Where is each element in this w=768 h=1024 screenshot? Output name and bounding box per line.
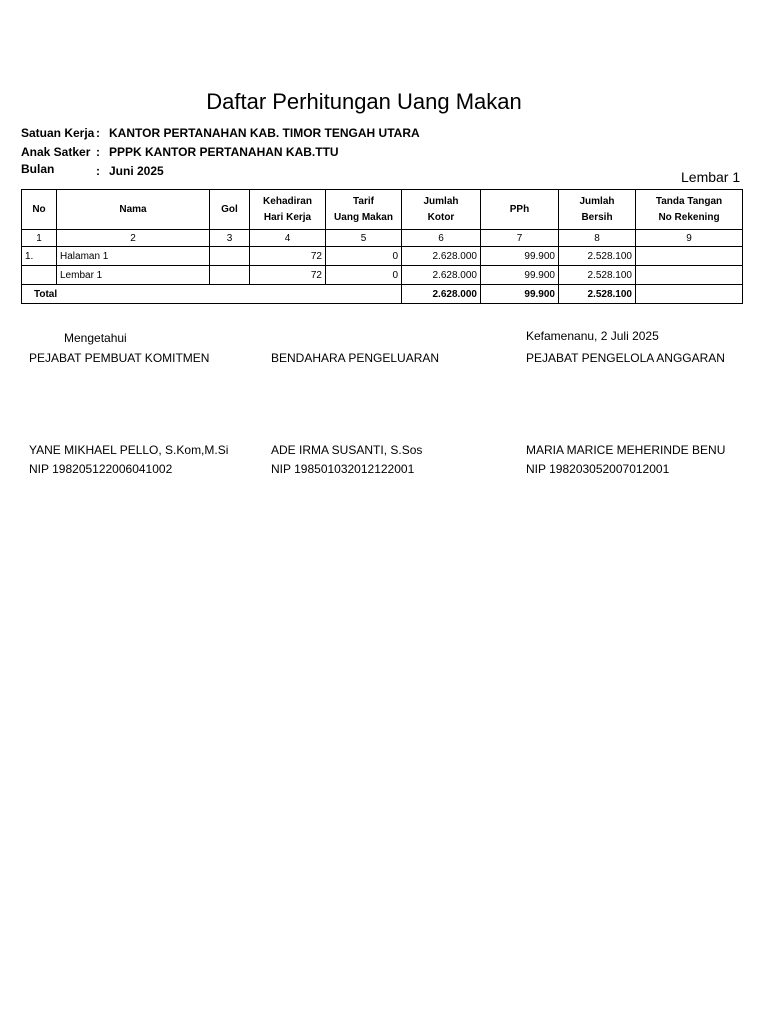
- sheet-label: Lembar 1: [681, 169, 741, 185]
- bulan-label: Bulan: [21, 162, 55, 176]
- signer-middle-name: ADE IRMA SUSANTI, S.Sos: [271, 443, 423, 457]
- uang-makan-table: [21, 189, 743, 304]
- col-header-tarif-line2: Uang Makan: [334, 211, 393, 223]
- signer-right-nip: NIP 198203052007012001: [526, 462, 670, 476]
- anak-satker-value: PPPK KANTOR PERTANAHAN KAB.TTU: [109, 145, 339, 159]
- col-header-tarif-line1: Tarif: [353, 195, 374, 207]
- col-header-tanda-tangan: [636, 190, 743, 230]
- col-header-no: No: [22, 190, 57, 230]
- column-number: 9: [636, 230, 743, 247]
- cell-jumlah-kotor: 2.628.000: [402, 247, 481, 266]
- col-header-jumlah-bersih: [559, 190, 636, 230]
- signer-middle-role: BENDAHARA PENGELUARAN: [271, 351, 440, 365]
- cell-kehadiran: 72: [250, 266, 326, 285]
- mengetahui-label: Mengetahui: [64, 331, 127, 345]
- bulan-value: Juni 2025: [109, 164, 164, 178]
- page-title: Daftar Perhitungan Uang Makan: [206, 89, 522, 114]
- cell-pph: 99.900: [481, 247, 559, 266]
- total-pph: 99.900: [481, 285, 559, 304]
- cell-no: 1.: [22, 247, 57, 266]
- cell-nama: Halaman 1: [57, 247, 210, 266]
- col-header-kehadiran: [250, 190, 326, 230]
- signer-right-role: PEJABAT PENGELOLA ANGGARAN: [526, 351, 725, 365]
- col-header-jumlah-kotor: [402, 190, 481, 230]
- table-row: [22, 266, 743, 285]
- cell-jumlah-bersih: 2.528.100: [559, 247, 636, 266]
- cell-pph: 99.900: [481, 266, 559, 285]
- col-header-kehadiran-line1: Kehadiran: [263, 195, 312, 207]
- anak-satker-colon: :: [96, 145, 100, 159]
- cell-gol: [210, 247, 250, 266]
- cell-jumlah-bersih: 2.528.100: [559, 266, 636, 285]
- total-jumlah-kotor: 2.628.000: [402, 285, 481, 304]
- col-header-kehadiran-line2: Hari Kerja: [263, 211, 312, 223]
- column-number: 4: [250, 230, 326, 247]
- col-header-jumlah-bersih-line1: Jumlah: [579, 195, 615, 207]
- col-header-jumlah-kotor-line1: Jumlah: [423, 195, 459, 207]
- cell-tanda-tangan: [636, 266, 743, 285]
- signer-left-nip: NIP 198205122006041002: [29, 462, 173, 476]
- col-header-tanda-tangan-line1: Tanda Tangan: [655, 195, 723, 207]
- anak-satker-label: Anak Satker: [21, 145, 91, 159]
- place-date: Kefamenanu, 2 Juli 2025: [526, 329, 659, 343]
- col-header-tanda-tangan-line2: No Rekening: [658, 211, 720, 223]
- total-row: [22, 285, 743, 304]
- column-number: 2: [57, 230, 210, 247]
- total-jumlah-bersih: 2.528.100: [559, 285, 636, 304]
- column-number: 7: [481, 230, 559, 247]
- cell-no: [22, 266, 57, 285]
- satuan-kerja-label: Satuan Kerja: [21, 126, 95, 140]
- cell-tanda-tangan: [636, 247, 743, 266]
- satuan-kerja-value: KANTOR PERTANAHAN KAB. TIMOR TENGAH UTARA: [109, 126, 420, 140]
- column-number: 1: [22, 230, 57, 247]
- column-number: 6: [402, 230, 481, 247]
- col-header-jumlah-kotor-line2: Kotor: [427, 211, 455, 223]
- total-tanda-tangan: [636, 285, 743, 304]
- bulan-colon: :: [96, 164, 100, 178]
- signer-middle-nip: NIP 198501032012122001: [271, 462, 415, 476]
- cell-nama: Lembar 1: [57, 266, 210, 285]
- cell-tarif: 0: [326, 247, 402, 266]
- signer-left-name: YANE MIKHAEL PELLO, S.Kom,M.Si: [29, 443, 229, 457]
- column-number: 5: [326, 230, 402, 247]
- cell-jumlah-kotor: 2.628.000: [402, 266, 481, 285]
- cell-tarif: 0: [326, 266, 402, 285]
- total-label: Total: [22, 285, 402, 304]
- column-number: 3: [210, 230, 250, 247]
- column-number-row: [22, 230, 743, 247]
- table-header-row: [22, 190, 743, 230]
- col-header-pph: PPh: [481, 190, 559, 230]
- cell-kehadiran: 72: [250, 247, 326, 266]
- col-header-nama: Nama: [57, 190, 210, 230]
- cell-gol: [210, 266, 250, 285]
- col-header-jumlah-bersih-line2: Bersih: [581, 211, 613, 223]
- signer-right-name: MARIA MARICE MEHERINDE BENU: [526, 443, 726, 457]
- table-row: [22, 247, 743, 266]
- col-header-gol: Gol: [210, 190, 250, 230]
- col-header-tarif: [326, 190, 402, 230]
- column-number: 8: [559, 230, 636, 247]
- signer-left-role: PEJABAT PEMBUAT KOMITMEN: [29, 351, 210, 365]
- satuan-kerja-colon: :: [96, 126, 100, 140]
